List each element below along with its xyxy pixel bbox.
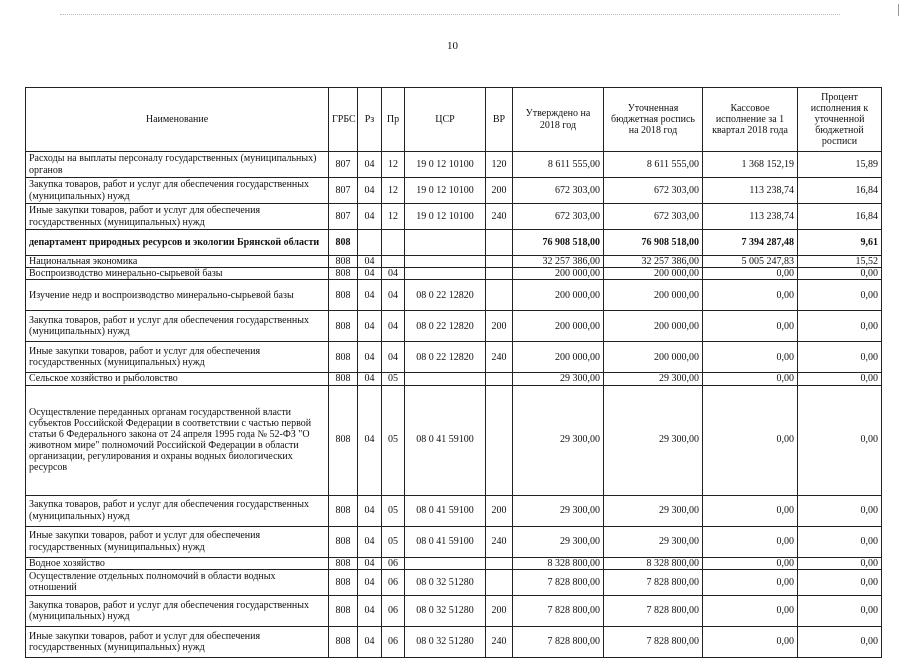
row-rz-cell: 04	[358, 280, 382, 311]
row-grbs-cell: 808	[329, 595, 358, 626]
row-name-cell: Закупка товаров, работ и услуг для обеспечения государственных (муниципальных) нужд	[26, 311, 329, 342]
row-name-cell: Расходы на выплаты персоналу государственных (муниципальных) органов	[26, 152, 329, 178]
row-name-cell: Осуществление отдельных полномочий в области водных отношений	[26, 569, 329, 595]
row-rz-cell: 04	[358, 268, 382, 280]
table-row	[26, 373, 882, 385]
row-csr-cell: 19 0 12 10100	[405, 152, 486, 178]
row-vr-cell	[486, 280, 513, 311]
table-row	[26, 557, 882, 569]
row-name-cell: Иные закупки товаров, работ и услуг для обеспечения государственных (муниципальных) нужд	[26, 526, 329, 557]
row-pr-cell: 04	[382, 342, 405, 373]
row-pr-cell: 05	[382, 526, 405, 557]
row-pr-cell: 04	[382, 268, 405, 280]
table-row	[26, 204, 882, 230]
row-vr-cell: 200	[486, 178, 513, 204]
row-pr-cell: 06	[382, 595, 405, 626]
row-rz-cell: 04	[358, 495, 382, 526]
row-pr-cell: 06	[382, 557, 405, 569]
row-grbs-cell: 807	[329, 204, 358, 230]
row-approved-cell: 29 300,00	[513, 373, 604, 385]
row-csr-cell	[405, 557, 486, 569]
row-grbs-cell: 808	[329, 569, 358, 595]
row-approved-cell: 8 611 555,00	[513, 152, 604, 178]
row-grbs-cell: 808	[329, 256, 358, 268]
row-csr-cell: 08 0 41 59100	[405, 495, 486, 526]
table-row	[26, 595, 882, 626]
row-grbs-cell: 808	[329, 495, 358, 526]
row-pr-cell: 04	[382, 311, 405, 342]
row-cash-cell: 0,00	[703, 626, 798, 657]
row-cash-cell: 0,00	[703, 526, 798, 557]
row-cash-cell: 0,00	[703, 268, 798, 280]
row-csr-cell: 08 0 32 51280	[405, 626, 486, 657]
row-approved-cell: 200 000,00	[513, 342, 604, 373]
table-row	[26, 230, 882, 256]
row-rz-cell: 04	[358, 626, 382, 657]
row-rz-cell: 04	[358, 152, 382, 178]
row-approved-cell: 7 828 800,00	[513, 626, 604, 657]
row-percent-cell: 0,00	[798, 495, 882, 526]
row-percent-cell: 0,00	[798, 268, 882, 280]
row-pr-cell: 05	[382, 385, 405, 495]
row-csr-cell: 19 0 12 10100	[405, 178, 486, 204]
table-row	[26, 569, 882, 595]
row-rz-cell: 04	[358, 204, 382, 230]
row-pr-cell: 06	[382, 626, 405, 657]
row-approved-cell: 8 328 800,00	[513, 557, 604, 569]
row-percent-cell: 16,84	[798, 178, 882, 204]
row-rz-cell: 04	[358, 595, 382, 626]
row-grbs-cell: 808	[329, 268, 358, 280]
row-percent-cell: 0,00	[798, 373, 882, 385]
row-vr-cell	[486, 557, 513, 569]
row-refined-cell: 29 300,00	[604, 373, 703, 385]
row-grbs-cell: 807	[329, 178, 358, 204]
row-cash-cell: 5 005 247,83	[703, 256, 798, 268]
row-refined-cell: 8 611 555,00	[604, 152, 703, 178]
table-row	[26, 385, 882, 495]
row-grbs-cell: 808	[329, 385, 358, 495]
row-csr-cell: 08 0 22 12820	[405, 342, 486, 373]
row-percent-cell: 0,00	[798, 569, 882, 595]
row-grbs-cell: 808	[329, 373, 358, 385]
row-csr-cell: 08 0 32 51280	[405, 595, 486, 626]
table-row	[26, 526, 882, 557]
row-percent-cell: 0,00	[798, 342, 882, 373]
row-percent-cell: 0,00	[798, 280, 882, 311]
row-grbs-cell: 807	[329, 152, 358, 178]
row-grbs-cell: 808	[329, 230, 358, 256]
row-approved-cell: 200 000,00	[513, 280, 604, 311]
row-percent-cell: 0,00	[798, 311, 882, 342]
row-grbs-cell: 808	[329, 342, 358, 373]
row-name-cell: Закупка товаров, работ и услуг для обеспечения государственных (муниципальных) нужд	[26, 495, 329, 526]
row-cash-cell: 1 368 152,19	[703, 152, 798, 178]
row-grbs-cell: 808	[329, 557, 358, 569]
row-vr-cell	[486, 256, 513, 268]
row-cash-cell: 0,00	[703, 495, 798, 526]
row-percent-cell: 0,00	[798, 595, 882, 626]
row-name-cell: Воспроизводство минерально-сырьевой базы	[26, 268, 329, 280]
row-vr-cell: 240	[486, 626, 513, 657]
row-rz-cell: 04	[358, 569, 382, 595]
row-pr-cell	[382, 256, 405, 268]
row-approved-cell: 29 300,00	[513, 385, 604, 495]
row-csr-cell: 08 0 41 59100	[405, 526, 486, 557]
header-pr: Пр	[382, 88, 405, 152]
row-refined-cell: 200 000,00	[604, 280, 703, 311]
row-pr-cell: 06	[382, 569, 405, 595]
row-cash-cell: 113 238,74	[703, 178, 798, 204]
row-refined-cell: 7 828 800,00	[604, 595, 703, 626]
row-pr-cell	[382, 230, 405, 256]
row-approved-cell: 7 828 800,00	[513, 569, 604, 595]
page-number: 10	[447, 40, 458, 52]
row-percent-cell: 9,61	[798, 230, 882, 256]
row-csr-cell	[405, 256, 486, 268]
header-percent: Процент исполнения к уточненной бюджетной росписи	[798, 88, 882, 152]
header-approved: Утверждено на 2018 год	[513, 88, 604, 152]
row-cash-cell: 0,00	[703, 595, 798, 626]
row-refined-cell: 29 300,00	[604, 495, 703, 526]
header-refined: Уточненная бюджетная роспись на 2018 год	[604, 88, 703, 152]
row-vr-cell	[486, 230, 513, 256]
row-rz-cell: 04	[358, 178, 382, 204]
scan-edge-mark	[898, 4, 899, 16]
header-name: Наименование	[26, 88, 329, 152]
row-rz-cell: 04	[358, 526, 382, 557]
row-name-cell: Водное хозяйство	[26, 557, 329, 569]
table-row	[26, 178, 882, 204]
row-pr-cell: 12	[382, 178, 405, 204]
row-refined-cell: 200 000,00	[604, 311, 703, 342]
table-row	[26, 342, 882, 373]
row-csr-cell: 08 0 32 51280	[405, 569, 486, 595]
row-csr-cell	[405, 268, 486, 280]
row-name-cell: Сельское хозяйство и рыболовство	[26, 373, 329, 385]
row-csr-cell	[405, 230, 486, 256]
row-name-cell: Закупка товаров, работ и услуг для обеспечения государственных (муниципальных) нужд	[26, 178, 329, 204]
row-percent-cell: 0,00	[798, 526, 882, 557]
row-approved-cell: 7 828 800,00	[513, 595, 604, 626]
row-rz-cell: 04	[358, 311, 382, 342]
row-refined-cell: 672 303,00	[604, 204, 703, 230]
budget-execution-table	[25, 87, 882, 658]
header-grbs: ГРБС	[329, 88, 358, 152]
header-csr: ЦСР	[405, 88, 486, 152]
table-header-row	[26, 88, 882, 152]
row-vr-cell	[486, 268, 513, 280]
row-refined-cell: 7 828 800,00	[604, 626, 703, 657]
row-csr-cell: 08 0 22 12820	[405, 280, 486, 311]
row-grbs-cell: 808	[329, 626, 358, 657]
row-name-cell: Иные закупки товаров, работ и услуг для обеспечения государственных (муниципальных) нужд	[26, 342, 329, 373]
row-refined-cell: 200 000,00	[604, 268, 703, 280]
row-cash-cell: 0,00	[703, 342, 798, 373]
row-percent-cell: 16,84	[798, 204, 882, 230]
row-vr-cell: 240	[486, 526, 513, 557]
row-refined-cell: 32 257 386,00	[604, 256, 703, 268]
row-refined-cell: 672 303,00	[604, 178, 703, 204]
header-cash: Кассовое исполнение за 1 квартал 2018 года	[703, 88, 798, 152]
table-row	[26, 495, 882, 526]
row-cash-cell: 0,00	[703, 311, 798, 342]
row-refined-cell: 29 300,00	[604, 385, 703, 495]
row-vr-cell: 240	[486, 342, 513, 373]
row-vr-cell: 200	[486, 495, 513, 526]
row-vr-cell: 120	[486, 152, 513, 178]
row-name-cell: Иные закупки товаров, работ и услуг для обеспечения государственных (муниципальных) нужд	[26, 626, 329, 657]
row-csr-cell: 08 0 41 59100	[405, 385, 486, 495]
row-vr-cell	[486, 385, 513, 495]
table-row	[26, 280, 882, 311]
row-rz-cell: 04	[358, 256, 382, 268]
table-row	[26, 626, 882, 657]
row-cash-cell: 0,00	[703, 557, 798, 569]
row-grbs-cell: 808	[329, 311, 358, 342]
row-approved-cell: 200 000,00	[513, 268, 604, 280]
row-refined-cell: 29 300,00	[604, 526, 703, 557]
row-name-cell: Осуществление переданных органам государственной власти субъектов Российской Федерации в соответствии с частью первой статьи 6 Федерального закона от 24 апреля 1995 года № 52-ФЗ "О животном мире" полномочий Российской Федерации в области организации, регулирования и охраны водных биологических ресурсов	[26, 385, 329, 495]
row-cash-cell: 7 394 287,48	[703, 230, 798, 256]
row-cash-cell: 0,00	[703, 373, 798, 385]
row-approved-cell: 200 000,00	[513, 311, 604, 342]
row-vr-cell: 200	[486, 311, 513, 342]
scan-top-dotted-line	[60, 14, 840, 15]
row-pr-cell: 12	[382, 204, 405, 230]
table-row	[26, 152, 882, 178]
row-pr-cell: 12	[382, 152, 405, 178]
row-refined-cell: 7 828 800,00	[604, 569, 703, 595]
row-rz-cell: 04	[358, 373, 382, 385]
row-csr-cell: 08 0 22 12820	[405, 311, 486, 342]
header-vr: ВР	[486, 88, 513, 152]
row-name-cell: департамент природных ресурсов и экологии Брянской области	[26, 230, 329, 256]
row-percent-cell: 0,00	[798, 385, 882, 495]
table-row	[26, 256, 882, 268]
row-vr-cell	[486, 569, 513, 595]
row-percent-cell: 0,00	[798, 557, 882, 569]
row-refined-cell: 76 908 518,00	[604, 230, 703, 256]
row-rz-cell: 04	[358, 557, 382, 569]
row-name-cell: Изучение недр и воспроизводство минерально-сырьевой базы	[26, 280, 329, 311]
table-row	[26, 311, 882, 342]
row-vr-cell: 200	[486, 595, 513, 626]
row-approved-cell: 29 300,00	[513, 526, 604, 557]
row-csr-cell: 19 0 12 10100	[405, 204, 486, 230]
row-percent-cell: 15,52	[798, 256, 882, 268]
row-rz-cell: 04	[358, 342, 382, 373]
row-pr-cell: 05	[382, 495, 405, 526]
row-approved-cell: 672 303,00	[513, 178, 604, 204]
row-approved-cell: 76 908 518,00	[513, 230, 604, 256]
row-pr-cell: 05	[382, 373, 405, 385]
row-percent-cell: 0,00	[798, 626, 882, 657]
row-cash-cell: 113 238,74	[703, 204, 798, 230]
row-grbs-cell: 808	[329, 526, 358, 557]
row-csr-cell	[405, 373, 486, 385]
row-approved-cell: 32 257 386,00	[513, 256, 604, 268]
row-approved-cell: 672 303,00	[513, 204, 604, 230]
row-percent-cell: 15,89	[798, 152, 882, 178]
row-vr-cell	[486, 373, 513, 385]
row-name-cell: Закупка товаров, работ и услуг для обеспечения государственных (муниципальных) нужд	[26, 595, 329, 626]
row-rz-cell	[358, 230, 382, 256]
row-refined-cell: 8 328 800,00	[604, 557, 703, 569]
row-refined-cell: 200 000,00	[604, 342, 703, 373]
header-rz: Рз	[358, 88, 382, 152]
table-row	[26, 268, 882, 280]
row-vr-cell: 240	[486, 204, 513, 230]
row-cash-cell: 0,00	[703, 280, 798, 311]
row-rz-cell: 04	[358, 385, 382, 495]
row-cash-cell: 0,00	[703, 569, 798, 595]
row-approved-cell: 29 300,00	[513, 495, 604, 526]
row-cash-cell: 0,00	[703, 385, 798, 495]
row-name-cell: Национальная экономика	[26, 256, 329, 268]
row-grbs-cell: 808	[329, 280, 358, 311]
row-name-cell: Иные закупки товаров, работ и услуг для обеспечения государственных (муниципальных) нужд	[26, 204, 329, 230]
row-pr-cell: 04	[382, 280, 405, 311]
